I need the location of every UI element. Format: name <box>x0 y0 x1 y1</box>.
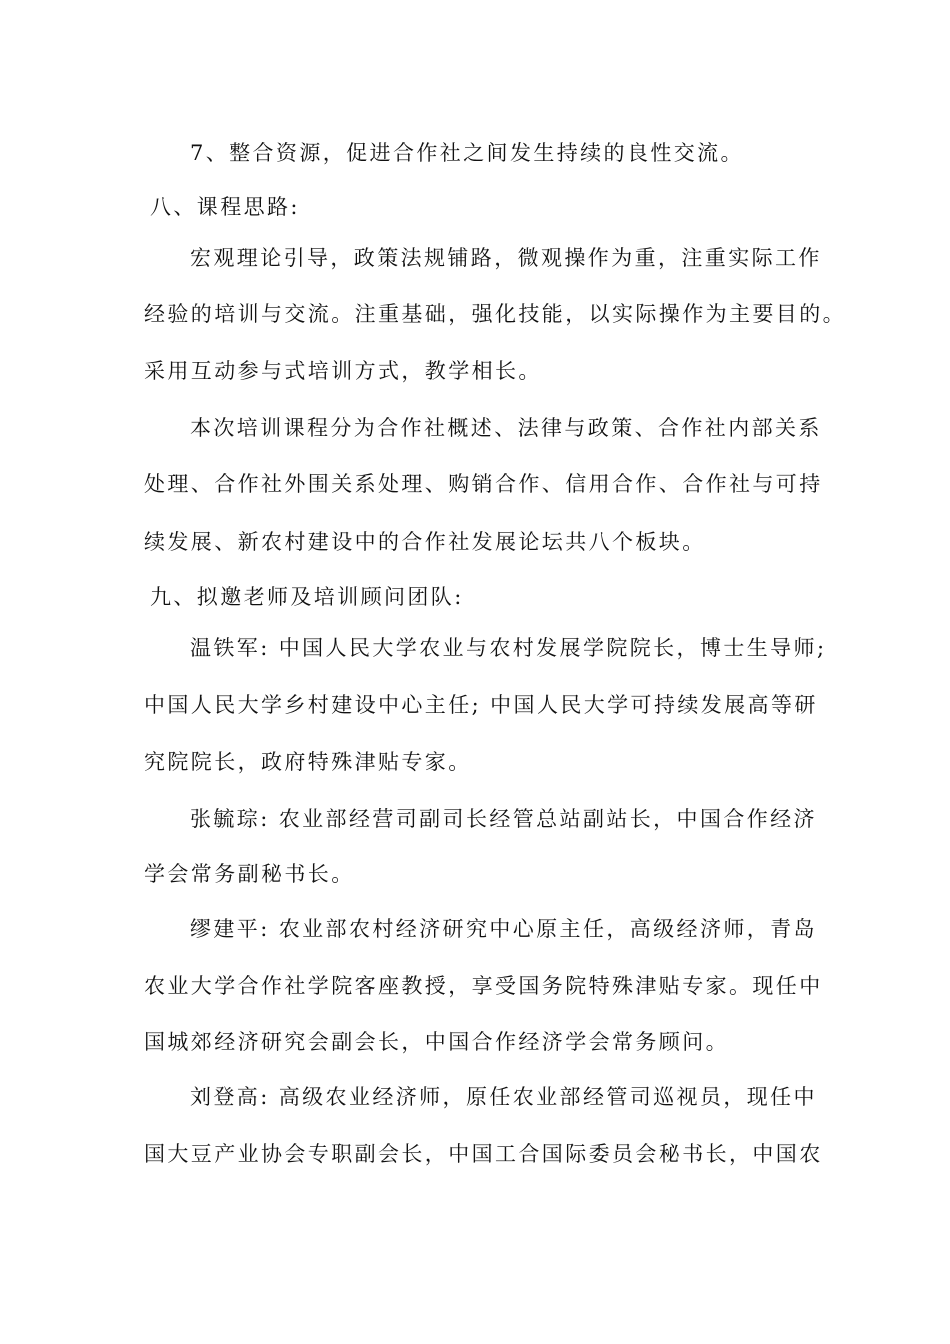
teacher-miao-line-2: 农业大学合作社学院客座教授，享受国务院特殊津贴专家。现任中 <box>144 974 823 998</box>
course-idea-line-3: 采用互动参与式培训方式，教学相长。 <box>144 359 542 383</box>
teacher-zhang-line-1: 张毓琮: 农业部经营司副司长经管总站副站长，中国合作经济 <box>190 807 817 831</box>
section-heading-9: 九、拟邀老师及培训顾问团队: <box>150 585 464 609</box>
teacher-zhang-line-2: 学会常务副秘书长。 <box>144 862 355 886</box>
teacher-wen-line-3: 究院院长，政府特殊津贴专家。 <box>144 750 472 774</box>
teacher-liu-line-1: 刘登高: 高级农业经济师，原任农业部经管司巡视员，现任中 <box>190 1085 817 1109</box>
section-heading-8: 八、课程思路: <box>150 195 300 219</box>
course-idea-line-1: 宏观理论引导，政策法规铺路，微观操作为重，注重实际工作 <box>190 246 822 270</box>
teacher-wen-line-2: 中国人民大学乡村建设中心主任; 中国人民大学可持续发展高等研 <box>144 693 818 717</box>
course-modules-line-2: 处理、合作社外围关系处理、购销合作、信用合作、合作社与可持 <box>144 472 823 496</box>
teacher-miao-line-1: 缪建平: 农业部农村经济研究中心原主任，高级经济师，青岛 <box>190 917 817 941</box>
teacher-miao-line-3: 国城郊经济研究会副会长，中国合作经济学会常务顾问。 <box>144 1030 729 1054</box>
teacher-wen-line-1: 温铁军: 中国人民大学农业与农村发展学院院长，博士生导师; <box>190 636 827 660</box>
paragraph-goal-7: 7、整合资源，促进合作社之间发生持续的良性交流。 <box>190 141 744 165</box>
course-idea-line-2: 经验的培训与交流。注重基础，强化技能，以实际操作为主要目的。 <box>144 302 846 326</box>
course-modules-line-3: 续发展、新农村建设中的合作社发展论坛共八个板块。 <box>144 530 706 554</box>
teacher-liu-line-2: 国大豆产业协会专职副会长，中国工合国际委员会秘书长，中国农 <box>144 1142 823 1166</box>
course-modules-line-1: 本次培训课程分为合作社概述、法律与政策、合作社内部关系 <box>190 416 822 440</box>
